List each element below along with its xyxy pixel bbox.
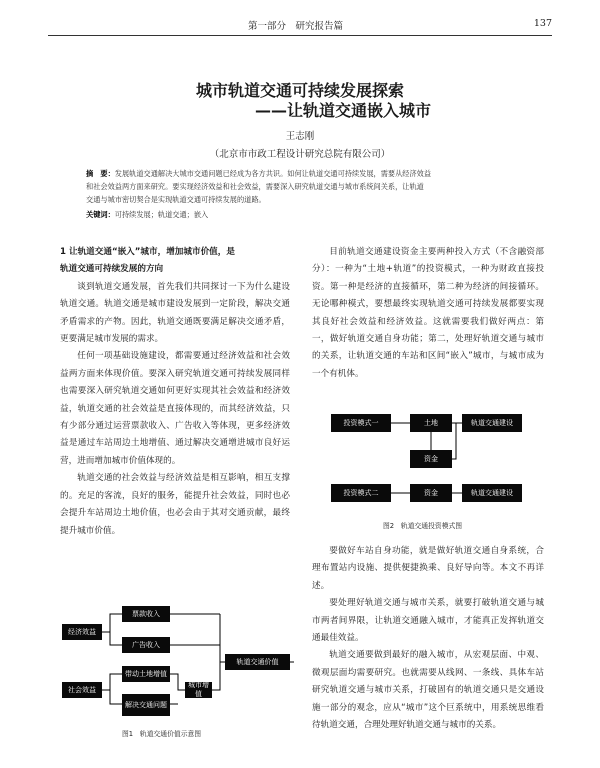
right-paragraph-3: 要处理好轨道交通与城市关系，就要打破轨道交通与城市两者间界限，让轨道交通融入城市，才能真正发挥轨道交通最佳效益。	[312, 598, 544, 644]
abstract-label: 摘 要：	[86, 169, 115, 178]
title-sub: ——让轨道交通嵌入城市	[255, 101, 432, 120]
left-paragraph-3: 轨道交通的社会效益与经济效益是相互影响，相互支撑的。充足的客流，良好的服务，能提升社会效益，同时也必会提升车站周边土地价值，也必会由于其对交通贡献，最终提升城市价值。	[60, 473, 290, 536]
abstract-line3: 交通与城市密切契合是实现轨道交通可持续发展的道路。	[86, 195, 266, 204]
abstract-line1: 发展轨道交通解决大城市交通问题已经成为各方共识。如何让轨道交通可持续发展，需要从经济效益	[114, 169, 432, 178]
box-social-benefit: 社会效益	[62, 682, 102, 698]
box-investment-mode-1: 投资模式一	[331, 414, 391, 432]
box-land: 土地	[410, 414, 452, 432]
box-rail-construction-1: 轨道交通建设	[462, 414, 522, 432]
right-paragraph-1: 目前轨道交通建设资金主要两种投入方式（不含融资部分）：一种为“土地+轨道”的投资模式，一种为财政直接投资。第一种是经济的直接循环，第二种为经济的间接循环。无论哪种模式，要想最终实现轨道交通可持续发展都要实现其良好社会效益和经济效益。这就需要我们做好两点：第一，做好轨道交通自身功能；第二，处理好轨道交通与城市的关系，让轨道交通的车站和区间“嵌入”城市，与城市成为一个有机体。	[312, 247, 544, 379]
header-section: 第一部分 研究报告篇	[248, 21, 344, 32]
box-rail-value: 轨道交通价值	[225, 654, 290, 670]
page-number: 137	[533, 18, 552, 29]
box-funds-2: 资金	[410, 484, 452, 502]
running-header	[48, 18, 552, 34]
figure-1-caption: 图1 轨道交通价值示意图	[122, 730, 202, 738]
keywords-text: 可持续发展；轨道交通；嵌入	[114, 210, 209, 219]
author: 王志刚	[285, 131, 315, 142]
box-ad-revenue: 广告收入	[122, 637, 170, 653]
box-city-appreciation: 城市增值	[185, 682, 212, 698]
section-heading-line2: 轨道交通可持续发展的方向	[60, 264, 164, 275]
left-paragraph-2: 任何一项基础设施建设，都需要通过经济效益和社会效益两方面来体现价值。要深入研究轨道交通可持续发展同样也需要深入研究轨道交通如何更好实现其社会效益和经济效益，轨道交通的社会效益是直接体现的，而其经济效益，只有少部分通过运营票款收入、广告收入等体现，更多经济效益是通过车站周边土地增值、通过解决交通增进城市良好运营，进而增加城市价值体现的。	[60, 351, 290, 466]
abstract-line2: 和社会效益两方面来研究。要实现经济效益和社会效益，需要深入研究轨道交通与城市系统间关系，让轨道	[86, 182, 424, 191]
left-column	[60, 244, 290, 540]
figure-2-caption: 图2 轨道交通投资模式图	[383, 522, 463, 530]
right-paragraph-4: 轨道交通要做到最好的融入城市，从宏观层面、中观、微观层面均需要研究。也就需要从线网、一条线、具体车站研究轨道交通与城市关系，打破固有的轨道交通只是交通设施一部分的观念，应从“城市”这个巨系统中，用系统思维看待轨道交通，合理处理好轨道交通与城市的关系。	[312, 650, 544, 731]
left-paragraph-1: 谈到轨道交通发展，首先我们共同探讨一下为什么建设轨道交通。轨道交通是城市建设发展到一定阶段，解决交通矛盾需求的产物。因此，轨道交通既要满足解决交通矛盾，更要满足城市发展的需求。	[60, 281, 290, 345]
box-funds-1: 资金	[410, 450, 452, 468]
box-economic-benefit: 经济效益	[62, 624, 102, 640]
section-heading-line1: 1 让轨道交通“嵌入”城市，增加城市价值，是	[60, 247, 235, 257]
affiliation: （北京市市政工程设计研究总院有限公司）	[209, 149, 391, 160]
keywords-label: 关键词：	[86, 210, 115, 219]
box-land-appreciation: 带动土地增值	[122, 666, 170, 682]
box-solve-traffic: 解决交通问题	[122, 694, 170, 716]
header-rule	[48, 35, 552, 36]
right-column-top	[312, 244, 544, 383]
figure-1	[60, 600, 300, 750]
box-fare-revenue: 票款收入	[122, 606, 170, 622]
title-main: 城市轨道交通可持续发展探索	[195, 81, 404, 100]
box-investment-mode-2: 投资模式二	[331, 484, 391, 502]
right-paragraph-2: 要做好车站自身功能，就是做好轨道交通自身系统，合理布置站内设施、提供便捷换乘、良好导向等。本文不再详述。	[312, 546, 544, 591]
keywords	[86, 210, 208, 220]
abstract	[86, 167, 516, 206]
box-rail-construction-2: 轨道交通建设	[462, 484, 522, 502]
figure-2	[325, 404, 535, 532]
right-column-bottom	[312, 543, 544, 734]
